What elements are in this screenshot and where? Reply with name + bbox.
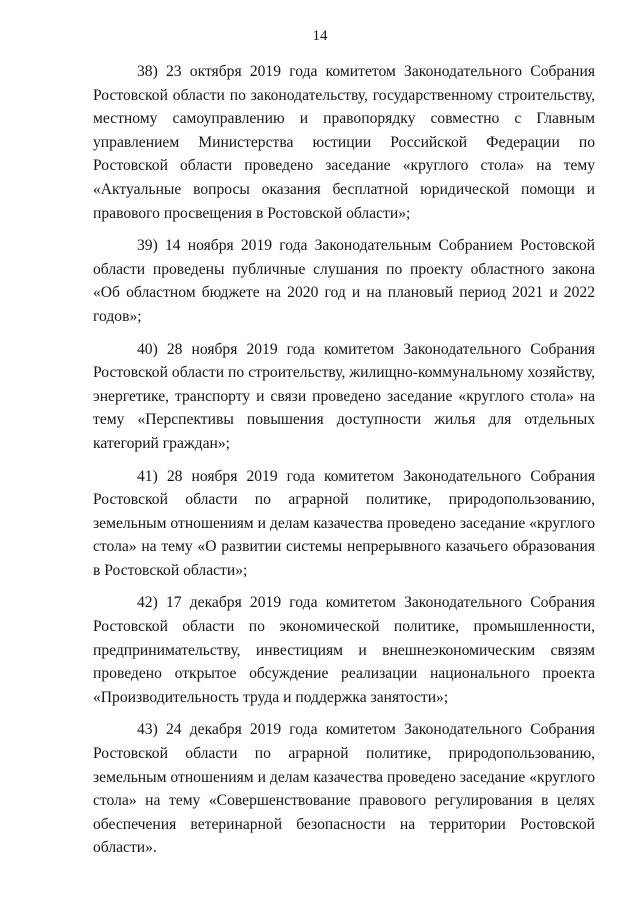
list-item-43: 43) 24 декабря 2019 года комитетом Законодательного Собрания Ростовской области по аграрной политике, природопользованию, земельным отношениям и делам казачества проведено заседание «круглого стола» на тему «Совершенствование правового регулирования в целях обеспечения ветеринарной безопасности на территории Ростовской области». [93, 721, 595, 857]
document-body [93, 60, 595, 860]
list-item-41: 41) 28 ноября 2019 года комитетом Законодательного Собрания Ростовской области по аграрной политике, природопользованию, земельным отношениям и делам казачества проведено заседание «круглого стола» на тему «О развитии системы непрерывного казачьего образования в Ростовской области»; [93, 467, 595, 579]
list-item-39: 39) 14 ноября 2019 года Законодательным Собранием Ростовской области проведены публичные слушания по проекту областного закона «Об областном бюджете на 2020 год и на плановый период 2021 и 2022 годов»; [93, 237, 595, 325]
list-item-42: 42) 17 декабря 2019 года комитетом Законодательного Собрания Ростовской области по экономической политике, промышленности, предпринимательству, инвестициям и внешнеэкономическим связям проведено открытое обсуждение реализации национального проекта «Производительность труда и поддержка занятости»; [93, 594, 595, 706]
page-number: 14 [312, 28, 328, 44]
list-item-40: 40) 28 ноября 2019 года комитетом Законодательного Собрания Ростовской области по строительству, жилищно-коммунальному хозяйству, энергетике, транспорту и связи проведено заседание «круглого стола» на тему «Перспективы повышения доступности жилья для отдельных категорий граждан»; [93, 340, 595, 452]
list-item-38: 38) 23 октября 2019 года комитетом Законодательного Собрания Ростовской области по законодательству, государственному строительству, местному самоуправлению и правопорядку совместно с Главным управлением Министерства юстиции Российской Федерации по Ростовской области проведено заседание «круглого стола» на тему «Актуальные вопросы оказания бесплатной юридической помощи и правового просвещения в Ростовской области»; [93, 63, 595, 222]
